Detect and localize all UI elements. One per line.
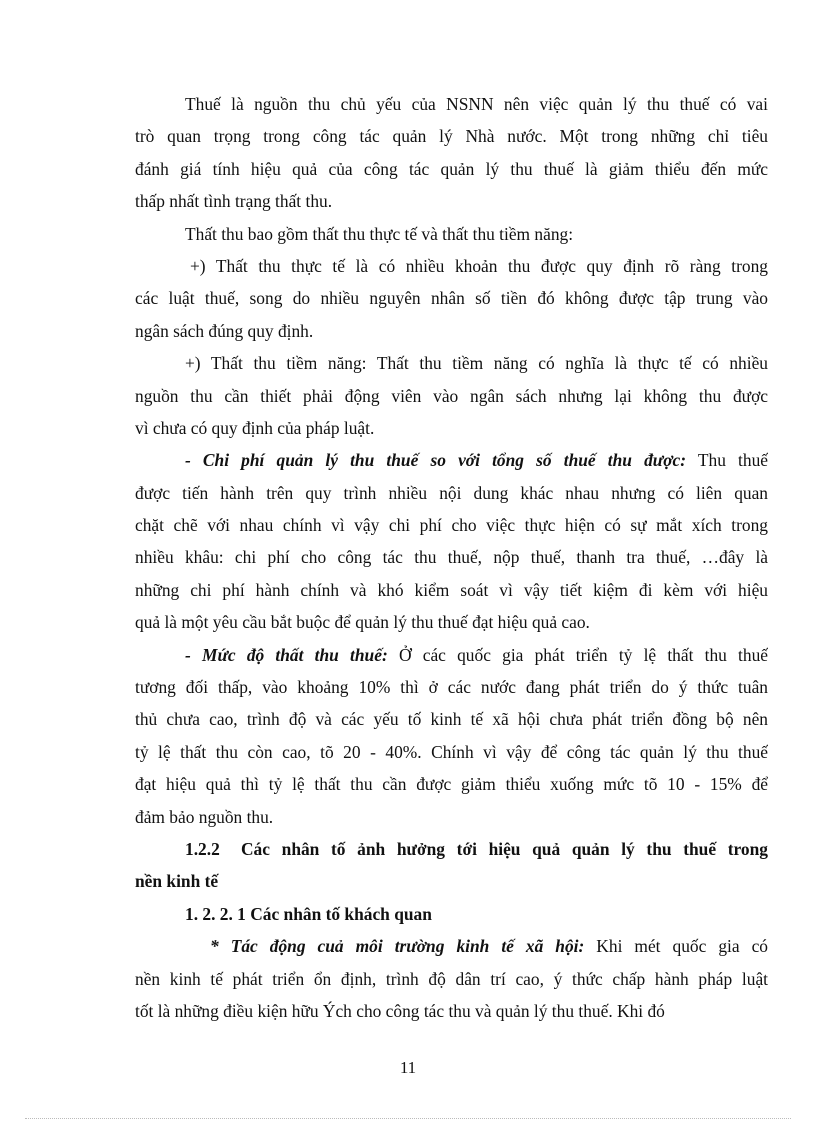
text-line: vì chưa có quy định của pháp luật. (135, 417, 375, 438)
text-run: Thu thuế (686, 450, 768, 471)
text-line: +) Thất thu thực tế là có nhiều khoản thu được quy định rõ ràng trong (190, 255, 768, 276)
text-run: Khi mét quốc gia có (584, 936, 768, 957)
text-line: nền kinh tế phát triển ổn định, trình độ dân trí cao, ý thức chấp hành pháp luật (135, 968, 768, 989)
text-line: Thất thu bao gồm thất thu thực tế và thất thu tiềm năng: (185, 223, 574, 244)
text-line: đảm bảo nguồn thu. (135, 806, 274, 827)
emphasis-lead: * Tác động cuả môi trường kinh tế xã hội: (210, 936, 585, 957)
section-number: 1.2.2 (185, 838, 220, 859)
text-line: thấp nhất tình trạng thất thu. (135, 191, 333, 212)
text-line: nhiều khâu: chi phí cho công tác thu thuế, nộp thuế, thanh tra thuế, …đây là (135, 547, 768, 568)
section-title-cont: nền kinh tế (135, 871, 219, 892)
text-line: được tiến hành trên quy trình nhiều nội dung khác nhau nhưng có liên quan (135, 482, 768, 503)
text-line: đạt hiệu quả thì tỷ lệ thất thu cần được giảm thiểu xuống mức tõ 10 - 15% để (135, 774, 768, 795)
text-line: ngân sách đúng quy định. (135, 320, 314, 341)
text-line: chặt chẽ với nhau chính vì vậy chi phí cho việc thực hiện có sự mắt xích trong (135, 515, 768, 536)
text-run: Ở các quốc gia phát triển tỷ lệ thất thu thuế (387, 644, 768, 665)
body-text (135, 88, 768, 1027)
text-line: thủ chưa cao, trình độ và các yếu tố kinh tế xã hội chưa phát triển đồng bộ nên (135, 709, 768, 730)
text-line: các luật thuế, song do nhiều nguyên nhân số tiền đó không được tập trung vào (135, 288, 768, 309)
section-title: Các nhân tố ảnh hưởng tới hiệu quả quản lý thu thuế trong (241, 838, 768, 859)
text-line: tốt là những điều kiện hữu Ých cho công tác thu và quản lý thu thuế. Khi đó (135, 1000, 665, 1021)
text-line: những chi phí hành chính và khó kiểm soát vì vậy tiết kiệm đi kèm với hiệu (135, 579, 768, 600)
page-bottom-rule (25, 1118, 791, 1119)
text-line (135, 444, 768, 476)
text-line: Thuế là nguồn thu chủ yếu của NSNN nên việc quản lý thu thuế có vai (185, 94, 768, 114)
page-number: 11 (399, 1058, 417, 1077)
text-line: trò quan trọng trong công tác quản lý Nhà nước. Một trong những chỉ tiêu (135, 126, 768, 147)
emphasis-lead: - Chi phí quản lý thu thuế so với tổng số thuế thu được: (185, 450, 687, 471)
text-line (135, 639, 768, 671)
text-line: tỷ lệ thất thu còn cao, tõ 20 - 40%. Chính vì vậy để công tác quản lý thu thuế (135, 741, 768, 762)
text-line: đánh giá tính hiệu quả của công tác quản lý thu thuế là giảm thiểu đến mức (135, 158, 768, 179)
emphasis-lead: - Mức độ thất thu thuế: (185, 644, 388, 665)
text-line: +) Thất thu tiềm năng: Thất thu tiềm năng có nghĩa là thực tế có nhiều (185, 353, 768, 374)
subsection-heading: 1. 2. 2. 1 Các nhân tố khách quan (185, 903, 432, 924)
text-line (135, 930, 768, 962)
section-heading (135, 833, 768, 865)
text-line: quả là một yêu cầu bắt buộc để quản lý thu thuế đạt hiệu quả cao. (135, 612, 590, 633)
text-line: tương đối thấp, vào khoảng 10% thì ở các nước đang phát triển do ý thức tuân (135, 677, 768, 698)
text-line: nguồn thu cần thiết phải động viên vào ngân sách nhưng lại không thu được (135, 385, 768, 406)
